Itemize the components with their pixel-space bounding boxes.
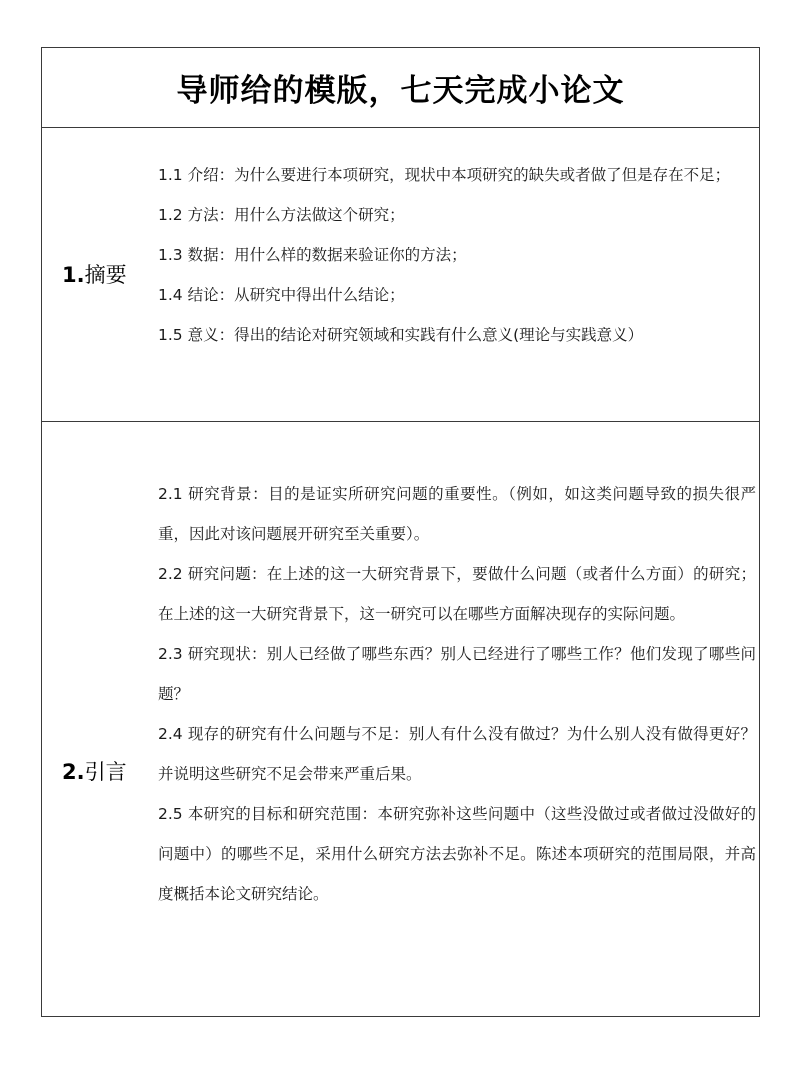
abstract-items [158,155,756,355]
section-introduction [42,422,759,1016]
section-number: 1. [62,263,85,287]
section-number: 2. [62,760,85,784]
abstract-item-significance: 1.5 意义：得出的结论对研究领域和实践有什么意义(理论与实践意义） [158,326,644,344]
introduction-item-current-status: 2.3 研究现状：别人已经做了哪些东西？别人已经进行了哪些工作？他们发现了哪些问题？ [158,645,756,703]
introduction-item-gaps: 2.4 现存的研究有什么问题与不足：别人有什么没有做过？为什么别人没有做得更好？并说明这些研究不足会带来严重后果。 [158,725,756,783]
section-abstract-label [62,259,152,289]
abstract-item-data: 1.3 数据：用什么样的数据来验证你的方法； [158,246,467,264]
abstract-item-conclusion: 1.4 结论：从研究中得出什么结论； [158,286,405,304]
introduction-item-goals-scope: 2.5 本研究的目标和研究范围：本研究弥补这些问题中（这些没做过或者做过没做好的问题中）的哪些不足，采用什么研究方法去弥补不足。陈述本项研究的范围局限，并高度概括本论文研究结论。 [158,805,756,903]
title-row [42,48,759,128]
section-name: 引言 [84,760,127,784]
introduction-item-background: 2.1 研究背景：目的是证实所研究问题的重要性。（例如，如这类问题导致的损失很严重，因此对该问题展开研究至关重要）。 [158,485,756,543]
abstract-item-introduction: 1.1 介绍：为什么要进行本项研究，现状中本项研究的缺失或者做了但是存在不足； [158,166,731,184]
section-introduction-label [62,756,152,786]
document-title: 导师给的模版，七天完成小论文 [176,73,625,109]
section-name: 摘要 [84,263,127,287]
section-abstract [42,128,759,422]
introduction-items [158,474,756,914]
introduction-item-research-question: 2.2 研究问题：在上述的这一大研究背景下，要做什么问题（或者什么方面）的研究；在上述的这一大研究背景下，这一研究可以在哪些方面解决现存的实际问题。 [158,565,756,623]
abstract-item-method: 1.2 方法：用什么方法做这个研究； [158,206,405,224]
template-table [41,47,760,1017]
